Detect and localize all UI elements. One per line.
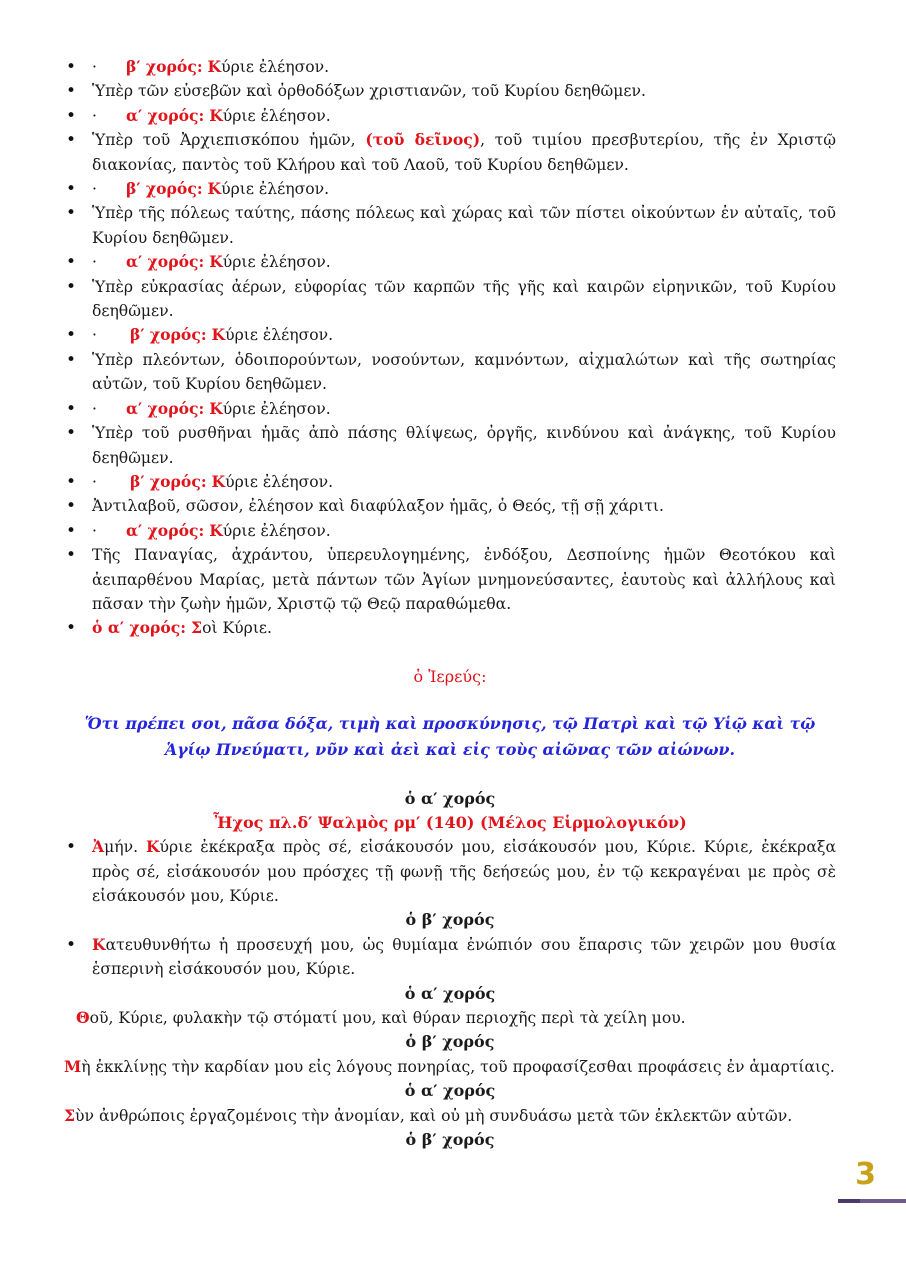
choir-heading: ὁ β′ χορός: [405, 1032, 495, 1052]
petition-text: Ὑπὲρ τῆς πόλεως ταύτης, πάσης πόλεως καὶ χώρας καὶ τῶν πίστει οἰκούντων ἐν αὐταῖς, τοῦ Κυρίου δεηθῶμεν.: [92, 204, 836, 247]
verse-text: ὴ ἐκκλίνῃς τὴν καρδίαν μου εἰς λόγους πονηρίας, τοῦ προφασίζεσθαι προφάσεις ἐν ἁμαρτίαις.: [81, 1057, 835, 1076]
name-paren-close: ): [472, 130, 481, 150]
choir-label: β′ χορός:: [126, 179, 203, 199]
drop-initial: Μ: [64, 1056, 82, 1076]
priest-heading: ὁ Ἱερεύς:: [413, 666, 487, 686]
verse-text: ατευθυνθήτω ἡ προσευχή μου, ὡς θυμίαμα ἐνώπιόν σου ἔπαρσις τῶν χειρῶν μου θυσία ἑσπερινὴ εἰσάκουσόν μου, Κύριε.: [92, 935, 836, 979]
choir-label: β′ χορός:: [126, 57, 203, 76]
choir-label: α′ χορός:: [126, 398, 205, 418]
drop-initial: Κ: [211, 471, 226, 491]
choir-heading: ὁ α′ χορός: [404, 1081, 496, 1101]
petition-text: , τοῦ τιμίου πρεσβυτερίου, τῆς ἐν Χριστῷ διακονίας, παντὸς τοῦ Κλήρου καὶ τοῦ Λαοῦ, τοῦ Κυρίου δεηθῶμεν.: [92, 131, 836, 174]
choir-heading: ὁ α′ χορός: [404, 788, 496, 808]
drop-initial: Σ: [191, 618, 203, 638]
final-response-item: [64, 616, 836, 640]
petition-text: Ἀντιλαβοῦ, σῶσον, ἐλέησον καὶ διαφύλαξον ἡμᾶς, ὁ Θεός, τῇ σῇ χάριτι.: [92, 497, 664, 516]
choir-label: β′ χορός:: [130, 325, 207, 345]
verse-text: μήν.: [104, 838, 146, 857]
drop-initial: Κ: [207, 179, 222, 199]
response-item: [64, 177, 836, 201]
middle-dot: ·: [92, 253, 97, 272]
petition-item: [64, 128, 836, 177]
psalm-verse: [64, 1006, 836, 1030]
psalm-verse: [64, 835, 836, 908]
psalm-verse-list: [64, 835, 836, 908]
choir-heading: ὁ β′ χορός: [405, 1130, 495, 1150]
middle-dot: ·: [92, 326, 97, 345]
response-text: ύριε ἐλέησον.: [225, 472, 334, 491]
psalm-verse: [64, 1104, 836, 1128]
petition-text: Ὑπὲρ τοῦ Ἀρχιεπισκόπου ἡμῶν,: [92, 131, 366, 150]
verse-text: ύριε ἐκέκραξα πρὸς σέ, εἰσάκουσόν μου, εἰσάκουσόν μου, Κύριε. Κύριε, ἐκέκραξα πρὸς σέ, εἰσάκουσόν μου πρόσχες τῇ φωνῇ τῆς δεήσεώς μου, ἐν τῷ κεκραγέναι με πρὸς σὲ εἰσάκουσόν μου, Κύριε.: [92, 838, 836, 905]
petition-text: Ὑπὲρ τῶν εὐσεβῶν καὶ ὀρθοδόξων χριστιανῶν, τοῦ Κυρίου δεηθῶμεν.: [92, 82, 646, 101]
response-text: ύριε ἐλέησον.: [221, 180, 330, 199]
response-item: [64, 397, 836, 421]
drop-initial: Κ: [211, 325, 226, 345]
petition-item: [64, 275, 836, 324]
drop-initial: Κ: [209, 105, 223, 125]
petition-text: Τῆς Παναγίας, ἀχράντου, ὑπερευλογημένης, ἐνδόξου, Δεσποίνης ἡμῶν Θεοτόκου καὶ ἀειπαρθένου Μαρίας, μετὰ πάντων τῶν Ἁγίων μνημονεύσαντες, ἑαυτοὺς καὶ ἀλλήλους καὶ πᾶσαν τὴν ζωὴν ἡμῶν, Χριστῷ τῷ Θεῷ παραθώμεθα.: [92, 546, 836, 613]
priest-exclamation: Ὅτι πρέπει σοι, πᾶσα δόξα, τιμὴ καὶ προσκύνησις, τῷ Πατρὶ καὶ τῷ Υἱῷ καὶ τῷ Ἁγίῳ Πνεύματι, νῦν καὶ ἀεὶ καὶ εἰς τοὺς αἰῶνας τῶν αἰώνων.: [84, 713, 816, 759]
drop-initial: Κ: [209, 252, 223, 272]
response-text: ύριε ἐλέησον.: [221, 58, 330, 76]
choir-heading: ὁ α′ χορός: [404, 983, 496, 1003]
choir-heading: ὁ β′ χορός: [405, 910, 495, 930]
response-item: [64, 470, 836, 494]
verse-text: ὺν ἀνθρώποις ἐργαζομένοις τὴν ἀνομίαν, καὶ οὐ μὴ συνδυάσω μετὰ τῶν ἐκλεκτῶν αὐτῶν.: [75, 1106, 793, 1125]
response-item: [64, 104, 836, 128]
middle-dot: ·: [92, 399, 97, 418]
drop-initial: Θ: [76, 1008, 90, 1027]
litany-list: [64, 55, 836, 641]
choir-label: α′ χορός:: [126, 520, 205, 540]
petition-text: Ὑπὲρ τοῦ ρυσθῆναι ἡμᾶς ἀπὸ πάσης θλίψεως, ὀργῆς, κινδύνου καὶ ἀνάγκης, τοῦ Κυρίου δεηθῶμεν.: [92, 424, 836, 467]
drop-initial: Κ: [209, 398, 223, 418]
drop-initial: Κ: [145, 837, 160, 857]
response-text: ύριε ἐλέησον.: [222, 521, 331, 540]
psalm-verse-list: [64, 933, 836, 982]
middle-dot: ·: [92, 472, 97, 491]
tone-heading: Ἦχος πλ.δ′ Ψαλμὸς ρμ′ (140) (Μέλος Εἱρμολογικόν): [213, 813, 687, 833]
middle-dot: ·: [92, 180, 97, 199]
drop-initial: Κ: [207, 57, 222, 76]
drop-initial: Κ: [209, 520, 223, 540]
response-text: ύριε ἐλέησον.: [222, 106, 331, 125]
choir-label: α′ χορός:: [126, 105, 205, 125]
petition-item: [64, 348, 836, 397]
response-text: ύριε ἐλέησον.: [225, 326, 334, 345]
response-item: [64, 250, 836, 274]
response-text: οὶ Κύριε.: [202, 619, 272, 638]
middle-dot: ·: [92, 521, 97, 540]
response-text: ύριε ἐλέησον.: [222, 253, 331, 272]
name-placeholder: τοῦ δεῖνος: [372, 130, 473, 150]
psalm-verse: [64, 933, 836, 982]
drop-initial: Ἀ: [92, 837, 105, 857]
page-number: 3: [855, 1157, 876, 1192]
name-paren-open: (: [365, 130, 373, 150]
choir-label: α′ χορός:: [126, 252, 205, 272]
drop-initial: Κ: [92, 934, 106, 954]
petition-item: [64, 494, 836, 518]
petition-item: [64, 201, 836, 250]
verse-text: οῦ, Κύριε, φυλακὴν τῷ στόματί μου, καὶ θύραν περιοχῆς περὶ τὰ χείλη μου.: [89, 1009, 686, 1027]
response-item: [64, 55, 836, 79]
response-item: [64, 323, 836, 347]
response-text: ύριε ἐλέησον.: [222, 399, 331, 418]
choir-label: β′ χορός:: [130, 471, 207, 491]
petition-text: Ὑπὲρ εὐκρασίας ἀέρων, εὐφορίας τῶν καρπῶν τῆς γῆς καὶ καιρῶν εἰρηνικῶν, τοῦ Κυρίου δεηθῶμεν.: [92, 277, 836, 321]
petition-item: [64, 79, 836, 103]
middle-dot: ·: [92, 106, 97, 125]
drop-initial: Σ: [64, 1105, 76, 1125]
response-item: [64, 519, 836, 543]
petition-text: Ὑπὲρ πλεόντων, ὁδοιπορούντων, νοσούντων, καμνόντων, αἰχμαλώτων καὶ τῆς σωτηρίας αὐτῶν, τοῦ Κυρίου δεηθῶμεν.: [92, 350, 836, 394]
psalm-verse: [64, 1055, 836, 1079]
document-page: [64, 55, 836, 1152]
choir-label: ὁ α′ χορός:: [92, 618, 187, 638]
page-number-rule-accent: [838, 1199, 860, 1203]
middle-dot: ·: [92, 58, 97, 76]
petition-item: [64, 421, 836, 470]
petition-item: [64, 543, 836, 616]
